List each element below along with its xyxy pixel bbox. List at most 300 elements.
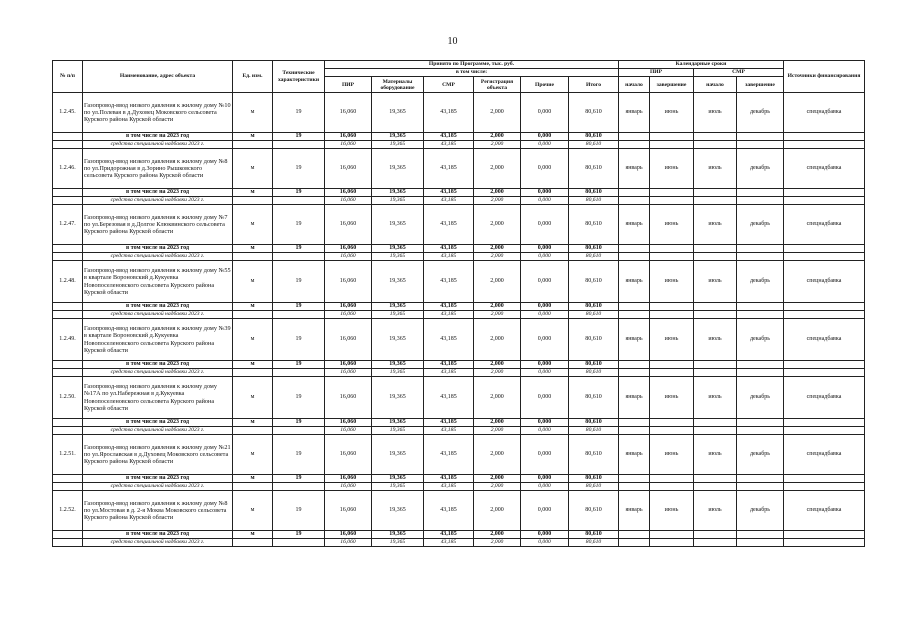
smr-cell: 43,185 <box>424 133 474 141</box>
special-funds-row <box>53 427 865 435</box>
empty-cell <box>619 427 650 435</box>
pir-cell: 16,060 <box>325 369 372 377</box>
empty-cell <box>53 531 83 539</box>
special-funds-row <box>53 311 865 319</box>
header-source: Источники финансирования <box>784 61 865 93</box>
registration-cell: 2,000 <box>474 319 521 361</box>
header-including: в том числе: <box>325 69 619 77</box>
object-name: Газопровод-ввод низкого давления к жилому дому №21 по ул.Ярославская в д.Духовец Моковского сельсовета Курского района Курской области <box>83 435 233 475</box>
pir-cell: 16,060 <box>325 133 372 141</box>
header-name: Наименование, адрес объекта <box>83 61 233 93</box>
total-cell: 80,610 <box>569 475 619 483</box>
smr-end-cell: декабрь <box>737 93 784 133</box>
empty-cell <box>650 483 694 491</box>
total-cell: 80,610 <box>569 435 619 475</box>
smr-start-cell: июль <box>694 205 737 245</box>
empty-cell <box>650 253 694 261</box>
empty-cell <box>273 311 325 319</box>
registration-cell: 2,000 <box>474 531 521 539</box>
smr-end-cell: декабрь <box>737 319 784 361</box>
year-subtotal-row <box>53 419 865 427</box>
empty-cell <box>53 427 83 435</box>
pir-start-cell: январь <box>619 205 650 245</box>
empty-cell <box>53 245 83 253</box>
year-subtotal-row <box>53 303 865 311</box>
empty-cell <box>694 419 737 427</box>
pir-cell: 16,060 <box>325 245 372 253</box>
row-num: 1.2.52. <box>53 491 83 531</box>
unit-cell: м <box>233 491 273 531</box>
pir-cell: 16,060 <box>325 197 372 205</box>
year-label: в том числе на 2023 год <box>83 361 233 369</box>
smr-start-cell: июль <box>694 377 737 419</box>
unit-cell: м <box>233 361 273 369</box>
registration-cell: 2,000 <box>474 369 521 377</box>
pir-end-cell: июнь <box>650 205 694 245</box>
empty-cell <box>694 369 737 377</box>
tech-cell: 19 <box>273 261 325 303</box>
unit-cell: м <box>233 261 273 303</box>
registration-cell: 2,000 <box>474 303 521 311</box>
pir-cell: 16,060 <box>325 377 372 419</box>
materials-cell: 19,365 <box>372 361 424 369</box>
source-cell: спецнадбавка <box>784 435 865 475</box>
tech-cell: 19 <box>273 491 325 531</box>
year-subtotal-row <box>53 361 865 369</box>
smr-cell: 43,185 <box>424 319 474 361</box>
empty-cell <box>737 197 784 205</box>
empty-cell <box>619 197 650 205</box>
empty-cell <box>694 531 737 539</box>
smr-start-cell: июль <box>694 261 737 303</box>
unit-cell: м <box>233 189 273 197</box>
total-cell: 80,610 <box>569 149 619 189</box>
total-cell: 80,610 <box>569 483 619 491</box>
other-cell: 0,000 <box>521 197 569 205</box>
smr-cell: 43,185 <box>424 369 474 377</box>
pir-cell: 16,060 <box>325 311 372 319</box>
other-cell: 0,000 <box>521 419 569 427</box>
other-cell: 0,000 <box>521 319 569 361</box>
tech-cell: 19 <box>273 93 325 133</box>
table-row <box>53 491 865 531</box>
smr-start-cell: июль <box>694 319 737 361</box>
source-cell: спецнадбавка <box>784 377 865 419</box>
empty-cell <box>619 483 650 491</box>
materials-cell: 19,365 <box>372 369 424 377</box>
empty-cell <box>53 475 83 483</box>
smr-end-cell: декабрь <box>737 435 784 475</box>
empty-cell <box>273 197 325 205</box>
source-cell: спецнадбавка <box>784 319 865 361</box>
empty-cell <box>694 141 737 149</box>
unit-cell: м <box>233 245 273 253</box>
header-pir: ПИР <box>325 77 372 93</box>
pir-cell: 16,060 <box>325 141 372 149</box>
unit-cell: м <box>233 319 273 361</box>
registration-cell: 2,000 <box>474 435 521 475</box>
empty-cell <box>650 539 694 547</box>
empty-cell <box>53 141 83 149</box>
other-cell: 0,000 <box>521 361 569 369</box>
registration-cell: 2,000 <box>474 377 521 419</box>
empty-cell <box>53 253 83 261</box>
header-other: Прочие <box>521 77 569 93</box>
empty-cell <box>273 369 325 377</box>
empty-cell <box>737 427 784 435</box>
year-label: в том числе на 2023 год <box>83 303 233 311</box>
empty-cell <box>737 141 784 149</box>
total-cell: 80,610 <box>569 311 619 319</box>
total-cell: 80,610 <box>569 261 619 303</box>
year-subtotal-row <box>53 475 865 483</box>
special-funds-label: средства специальной надбавки 2023 г. <box>83 539 233 547</box>
empty-cell <box>619 361 650 369</box>
empty-cell <box>694 427 737 435</box>
empty-cell <box>650 361 694 369</box>
empty-cell <box>619 253 650 261</box>
smr-cell: 43,185 <box>424 435 474 475</box>
materials-cell: 19,365 <box>372 435 424 475</box>
smr-cell: 43,185 <box>424 189 474 197</box>
empty-cell <box>619 539 650 547</box>
special-funds-label: средства специальной надбавки 2023 г. <box>83 197 233 205</box>
registration-cell: 2,000 <box>474 491 521 531</box>
tech-cell: 19 <box>273 205 325 245</box>
empty-cell <box>694 197 737 205</box>
materials-cell: 19,365 <box>372 377 424 419</box>
pir-cell: 16,060 <box>325 205 372 245</box>
empty-cell <box>694 133 737 141</box>
table-row <box>53 377 865 419</box>
pir-start-cell: январь <box>619 377 650 419</box>
empty-cell <box>784 483 865 491</box>
materials-cell: 19,365 <box>372 539 424 547</box>
other-cell: 0,000 <box>521 427 569 435</box>
empty-cell <box>784 539 865 547</box>
empty-cell <box>784 361 865 369</box>
materials-cell: 19,365 <box>372 483 424 491</box>
materials-cell: 19,365 <box>372 93 424 133</box>
program-table <box>52 60 865 547</box>
empty-cell <box>53 419 83 427</box>
total-cell: 80,610 <box>569 491 619 531</box>
registration-cell: 2,000 <box>474 539 521 547</box>
empty-cell <box>694 189 737 197</box>
object-name: Газопровод-ввод низкого давления к жилому дому №55 в квартале Вороновский д.Кукуевка Новопоселеновского сельсовета Курского района Курской области <box>83 261 233 303</box>
row-num: 1.2.49. <box>53 319 83 361</box>
smr-cell: 43,185 <box>424 149 474 189</box>
pir-cell: 16,060 <box>325 531 372 539</box>
smr-start-cell: июль <box>694 435 737 475</box>
registration-cell: 2,000 <box>474 189 521 197</box>
pir-cell: 16,060 <box>325 361 372 369</box>
empty-cell <box>53 197 83 205</box>
empty-cell <box>737 189 784 197</box>
special-funds-row <box>53 483 865 491</box>
registration-cell: 2,000 <box>474 261 521 303</box>
empty-cell <box>737 539 784 547</box>
other-cell: 0,000 <box>521 491 569 531</box>
registration-cell: 2,000 <box>474 253 521 261</box>
materials-cell: 19,365 <box>372 245 424 253</box>
header-pir-start: начало <box>619 77 650 93</box>
smr-cell: 43,185 <box>424 539 474 547</box>
other-cell: 0,000 <box>521 245 569 253</box>
other-cell: 0,000 <box>521 141 569 149</box>
pir-end-cell: июнь <box>650 491 694 531</box>
empty-cell <box>233 369 273 377</box>
materials-cell: 19,365 <box>372 419 424 427</box>
object-name: Газопровод-ввод низкого давления к жилому дому №10 по ул.Полевая в д.Духовец Моковского сельсовета Курского района Курской области <box>83 93 233 133</box>
tech-cell: 19 <box>273 531 325 539</box>
pir-cell: 16,060 <box>325 427 372 435</box>
empty-cell <box>694 253 737 261</box>
empty-cell <box>273 141 325 149</box>
total-cell: 80,610 <box>569 319 619 361</box>
smr-end-cell: декабрь <box>737 377 784 419</box>
pir-end-cell: июнь <box>650 377 694 419</box>
tech-cell: 19 <box>273 189 325 197</box>
other-cell: 0,000 <box>521 435 569 475</box>
tech-cell: 19 <box>273 319 325 361</box>
empty-cell <box>784 427 865 435</box>
row-num: 1.2.46. <box>53 149 83 189</box>
table-body <box>53 93 865 547</box>
materials-cell: 19,365 <box>372 491 424 531</box>
table-row <box>53 319 865 361</box>
pir-cell: 16,060 <box>325 253 372 261</box>
empty-cell <box>650 419 694 427</box>
tech-cell: 19 <box>273 149 325 189</box>
smr-start-cell: июль <box>694 149 737 189</box>
object-name: Газопровод-ввод низкого давления к жилому дому №7 по ул.Березовая в д.Долгое Клюквинского сельсовета Курского района Курской области <box>83 205 233 245</box>
materials-cell: 19,365 <box>372 253 424 261</box>
materials-cell: 19,365 <box>372 149 424 189</box>
other-cell: 0,000 <box>521 93 569 133</box>
empty-cell <box>53 483 83 491</box>
pir-cell: 16,060 <box>325 475 372 483</box>
smr-cell: 43,185 <box>424 197 474 205</box>
year-subtotal-row <box>53 133 865 141</box>
unit-cell: м <box>233 435 273 475</box>
pir-end-cell: июнь <box>650 261 694 303</box>
empty-cell <box>737 311 784 319</box>
pir-start-cell: январь <box>619 261 650 303</box>
object-name: Газопровод-ввод низкого давления к жилому дому №8 по ул.Придорожная в д.Зорино Рышковского сельсовета Курского района Курской области <box>83 149 233 189</box>
empty-cell <box>650 531 694 539</box>
header-materials: Материалы оборудование <box>372 77 424 93</box>
row-num: 1.2.45. <box>53 93 83 133</box>
total-cell: 80,610 <box>569 141 619 149</box>
other-cell: 0,000 <box>521 303 569 311</box>
source-cell: спецнадбавка <box>784 261 865 303</box>
year-label: в том числе на 2023 год <box>83 245 233 253</box>
special-funds-row <box>53 369 865 377</box>
registration-cell: 2,000 <box>474 197 521 205</box>
empty-cell <box>619 189 650 197</box>
pir-cell: 16,060 <box>325 491 372 531</box>
materials-cell: 19,365 <box>372 189 424 197</box>
header-total: Итого <box>569 77 619 93</box>
pir-cell: 16,060 <box>325 189 372 197</box>
special-funds-row <box>53 141 865 149</box>
pir-cell: 16,060 <box>325 303 372 311</box>
tech-cell: 19 <box>273 419 325 427</box>
smr-end-cell: декабрь <box>737 149 784 189</box>
empty-cell <box>273 483 325 491</box>
empty-cell <box>619 531 650 539</box>
empty-cell <box>694 483 737 491</box>
total-cell: 80,610 <box>569 361 619 369</box>
pir-end-cell: июнь <box>650 93 694 133</box>
table-row <box>53 93 865 133</box>
unit-cell: м <box>233 93 273 133</box>
total-cell: 80,610 <box>569 377 619 419</box>
empty-cell <box>233 539 273 547</box>
header-num: № п/п <box>53 61 83 93</box>
smr-end-cell: декабрь <box>737 261 784 303</box>
header-cal-smr: СМР <box>694 69 784 77</box>
materials-cell: 19,365 <box>372 205 424 245</box>
table-row <box>53 435 865 475</box>
empty-cell <box>53 311 83 319</box>
other-cell: 0,000 <box>521 261 569 303</box>
registration-cell: 2,000 <box>474 483 521 491</box>
year-label: в том числе на 2023 год <box>83 419 233 427</box>
smr-cell: 43,185 <box>424 483 474 491</box>
smr-cell: 43,185 <box>424 377 474 419</box>
registration-cell: 2,000 <box>474 361 521 369</box>
table-row <box>53 205 865 245</box>
total-cell: 80,610 <box>569 427 619 435</box>
smr-cell: 43,185 <box>424 303 474 311</box>
empty-cell <box>650 245 694 253</box>
year-label: в том числе на 2023 год <box>83 133 233 141</box>
special-funds-label: средства специальной надбавки 2023 г. <box>83 141 233 149</box>
special-funds-row <box>53 539 865 547</box>
empty-cell <box>619 311 650 319</box>
registration-cell: 2,000 <box>474 141 521 149</box>
empty-cell <box>737 361 784 369</box>
total-cell: 80,610 <box>569 133 619 141</box>
total-cell: 80,610 <box>569 419 619 427</box>
other-cell: 0,000 <box>521 253 569 261</box>
object-name: Газопровод-ввод низкого давления к жилому дому №17А по ул.Набережная в д.Кукуевка Новопоселеновского сельсовета Курского района Курской области <box>83 377 233 419</box>
pir-cell: 16,060 <box>325 319 372 361</box>
header-smr-end: завершение <box>737 77 784 93</box>
tech-cell: 19 <box>273 245 325 253</box>
other-cell: 0,000 <box>521 483 569 491</box>
total-cell: 80,610 <box>569 253 619 261</box>
empty-cell <box>737 253 784 261</box>
empty-cell <box>53 189 83 197</box>
smr-cell: 43,185 <box>424 361 474 369</box>
registration-cell: 2,000 <box>474 149 521 189</box>
tech-cell: 19 <box>273 133 325 141</box>
special-funds-label: средства специальной надбавки 2023 г. <box>83 427 233 435</box>
header-smr-start: начало <box>694 77 737 93</box>
pir-start-cell: январь <box>619 93 650 133</box>
other-cell: 0,000 <box>521 189 569 197</box>
page-number: 10 <box>447 36 458 47</box>
header-calendar: Календарные сроки <box>619 61 784 69</box>
empty-cell <box>53 539 83 547</box>
smr-start-cell: июль <box>694 491 737 531</box>
table-header <box>53 61 865 93</box>
table-row <box>53 149 865 189</box>
table-row <box>53 261 865 303</box>
pir-cell: 16,060 <box>325 539 372 547</box>
empty-cell <box>619 475 650 483</box>
empty-cell <box>784 253 865 261</box>
pir-end-cell: июнь <box>650 435 694 475</box>
empty-cell <box>784 141 865 149</box>
smr-cell: 43,185 <box>424 261 474 303</box>
tech-cell: 19 <box>273 475 325 483</box>
empty-cell <box>737 419 784 427</box>
materials-cell: 19,365 <box>372 303 424 311</box>
header-tech: Технические характеристики <box>273 61 325 93</box>
empty-cell <box>619 133 650 141</box>
pir-cell: 16,060 <box>325 93 372 133</box>
other-cell: 0,000 <box>521 475 569 483</box>
pir-start-cell: январь <box>619 149 650 189</box>
source-cell: спецнадбавка <box>784 93 865 133</box>
empty-cell <box>233 483 273 491</box>
header-accepted: Принято по Программе, тыс. руб. <box>325 61 619 69</box>
registration-cell: 2,000 <box>474 133 521 141</box>
object-name: Газопровод-ввод низкого давления к жилому дому №39 в квартале Вороновский д.Кукуевка Новопоселеновского сельсовета Курского района Курской области <box>83 319 233 361</box>
unit-cell: м <box>233 377 273 419</box>
other-cell: 0,000 <box>521 149 569 189</box>
special-funds-row <box>53 197 865 205</box>
empty-cell <box>619 419 650 427</box>
header-unit: Ед. изм. <box>233 61 273 93</box>
year-label: в том числе на 2023 год <box>83 189 233 197</box>
empty-cell <box>650 303 694 311</box>
unit-cell: м <box>233 531 273 539</box>
smr-cell: 43,185 <box>424 93 474 133</box>
empty-cell <box>619 303 650 311</box>
registration-cell: 2,000 <box>474 475 521 483</box>
pir-start-cell: январь <box>619 319 650 361</box>
pir-cell: 16,060 <box>325 149 372 189</box>
empty-cell <box>737 369 784 377</box>
empty-cell <box>784 189 865 197</box>
empty-cell <box>694 361 737 369</box>
unit-cell: м <box>233 133 273 141</box>
unit-cell: м <box>233 303 273 311</box>
empty-cell <box>784 245 865 253</box>
empty-cell <box>650 369 694 377</box>
empty-cell <box>53 369 83 377</box>
empty-cell <box>233 197 273 205</box>
registration-cell: 2,000 <box>474 427 521 435</box>
tech-cell: 19 <box>273 303 325 311</box>
empty-cell <box>784 133 865 141</box>
total-cell: 80,610 <box>569 189 619 197</box>
pir-start-cell: январь <box>619 435 650 475</box>
empty-cell <box>784 531 865 539</box>
pir-cell: 16,060 <box>325 261 372 303</box>
empty-cell <box>619 245 650 253</box>
other-cell: 0,000 <box>521 369 569 377</box>
empty-cell <box>737 303 784 311</box>
pir-end-cell: июнь <box>650 149 694 189</box>
registration-cell: 2,000 <box>474 93 521 133</box>
empty-cell <box>784 419 865 427</box>
